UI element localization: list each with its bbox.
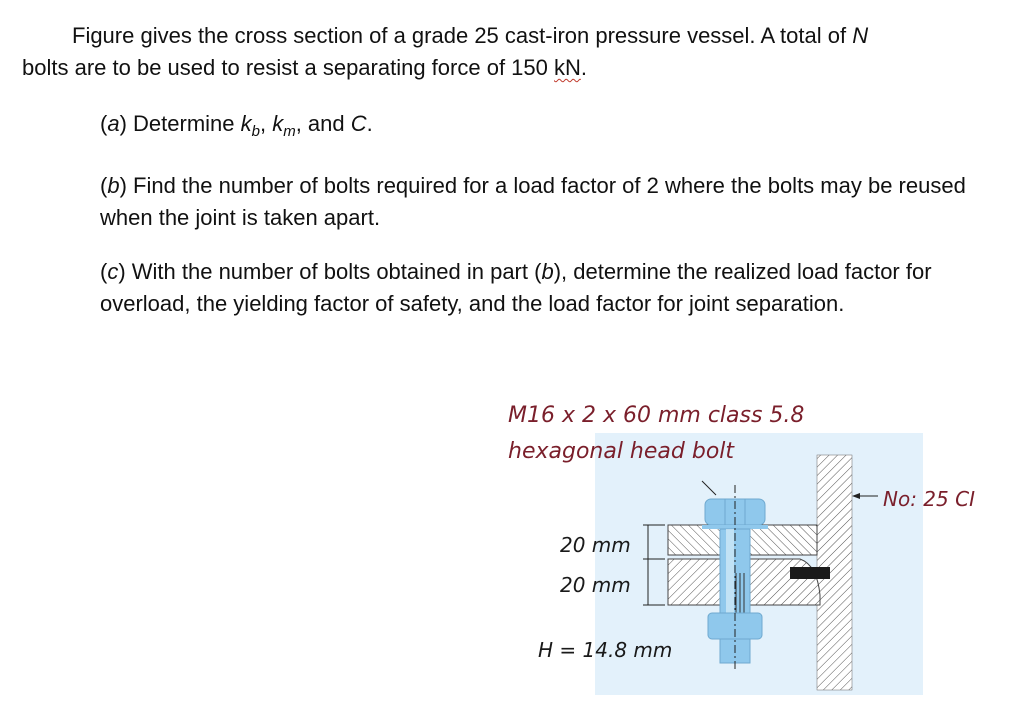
problem-intro — [22, 20, 1022, 84]
part-c-ref: b — [541, 259, 554, 284]
part-a-end: . — [366, 111, 373, 136]
intro-text-2: bolts are to be used to resist a separating force of 150 — [22, 55, 554, 80]
part-c-text2: ), determine the realized load factor for overload, the yielding factor of safety, and the load factor for joint separation. — [100, 259, 932, 316]
part-a-paren: ( — [100, 111, 108, 136]
part-c: (c) With the number of bolts obtained in part (b), determine the realized load factor for overload, the yielding factor of safety, and the load factor for joint separation. — [100, 259, 932, 316]
part-b-text: ) Find the number of bolts required for a load factor of 2 where the bolts may be reused when the joint is taken apart. — [100, 173, 966, 230]
intro-period: . — [580, 55, 588, 80]
bolt-spec-line1: M16 x 2 x 60 mm class 5.8 — [508, 403, 805, 428]
km-subscript: m — [283, 123, 296, 140]
part-a-label: a — [107, 111, 120, 136]
intro-text-1: Figure gives the cross section of a grade 25 cast-iron pressure vessel. A total of — [72, 23, 853, 48]
C-symbol: C — [350, 111, 367, 136]
part-a-sep1: , — [259, 111, 273, 136]
part-a-sep2: , and — [295, 111, 351, 136]
part-b-label: b — [107, 173, 120, 198]
kb-subscript: b — [251, 123, 260, 140]
dim-top-label: 20 mm — [560, 533, 631, 557]
dim-bottom-label: 20 mm — [560, 573, 631, 597]
intro-unit: kN — [554, 55, 581, 80]
kb-symbol: k — [240, 111, 252, 136]
intro-N: N — [852, 23, 869, 48]
material-label: No: 25 CI — [883, 487, 975, 511]
part-a-text: ) Determine — [119, 111, 241, 136]
part-c-text1: ) With the number of bolts obtained in part ( — [118, 259, 542, 284]
height-label: H = 14.8 mm — [538, 638, 673, 662]
part-a — [100, 108, 1000, 148]
gasket — [790, 567, 830, 579]
part-c-label: c — [107, 259, 119, 284]
km-symbol: k — [272, 111, 284, 136]
bolted-joint-figure — [490, 395, 975, 700]
bolt-spec-line2: hexagonal head bolt — [508, 439, 735, 464]
part-b: (b) Find the number of bolts required for a load factor of 2 where the bolts may be reused when the joint is taken apart. — [100, 173, 966, 230]
